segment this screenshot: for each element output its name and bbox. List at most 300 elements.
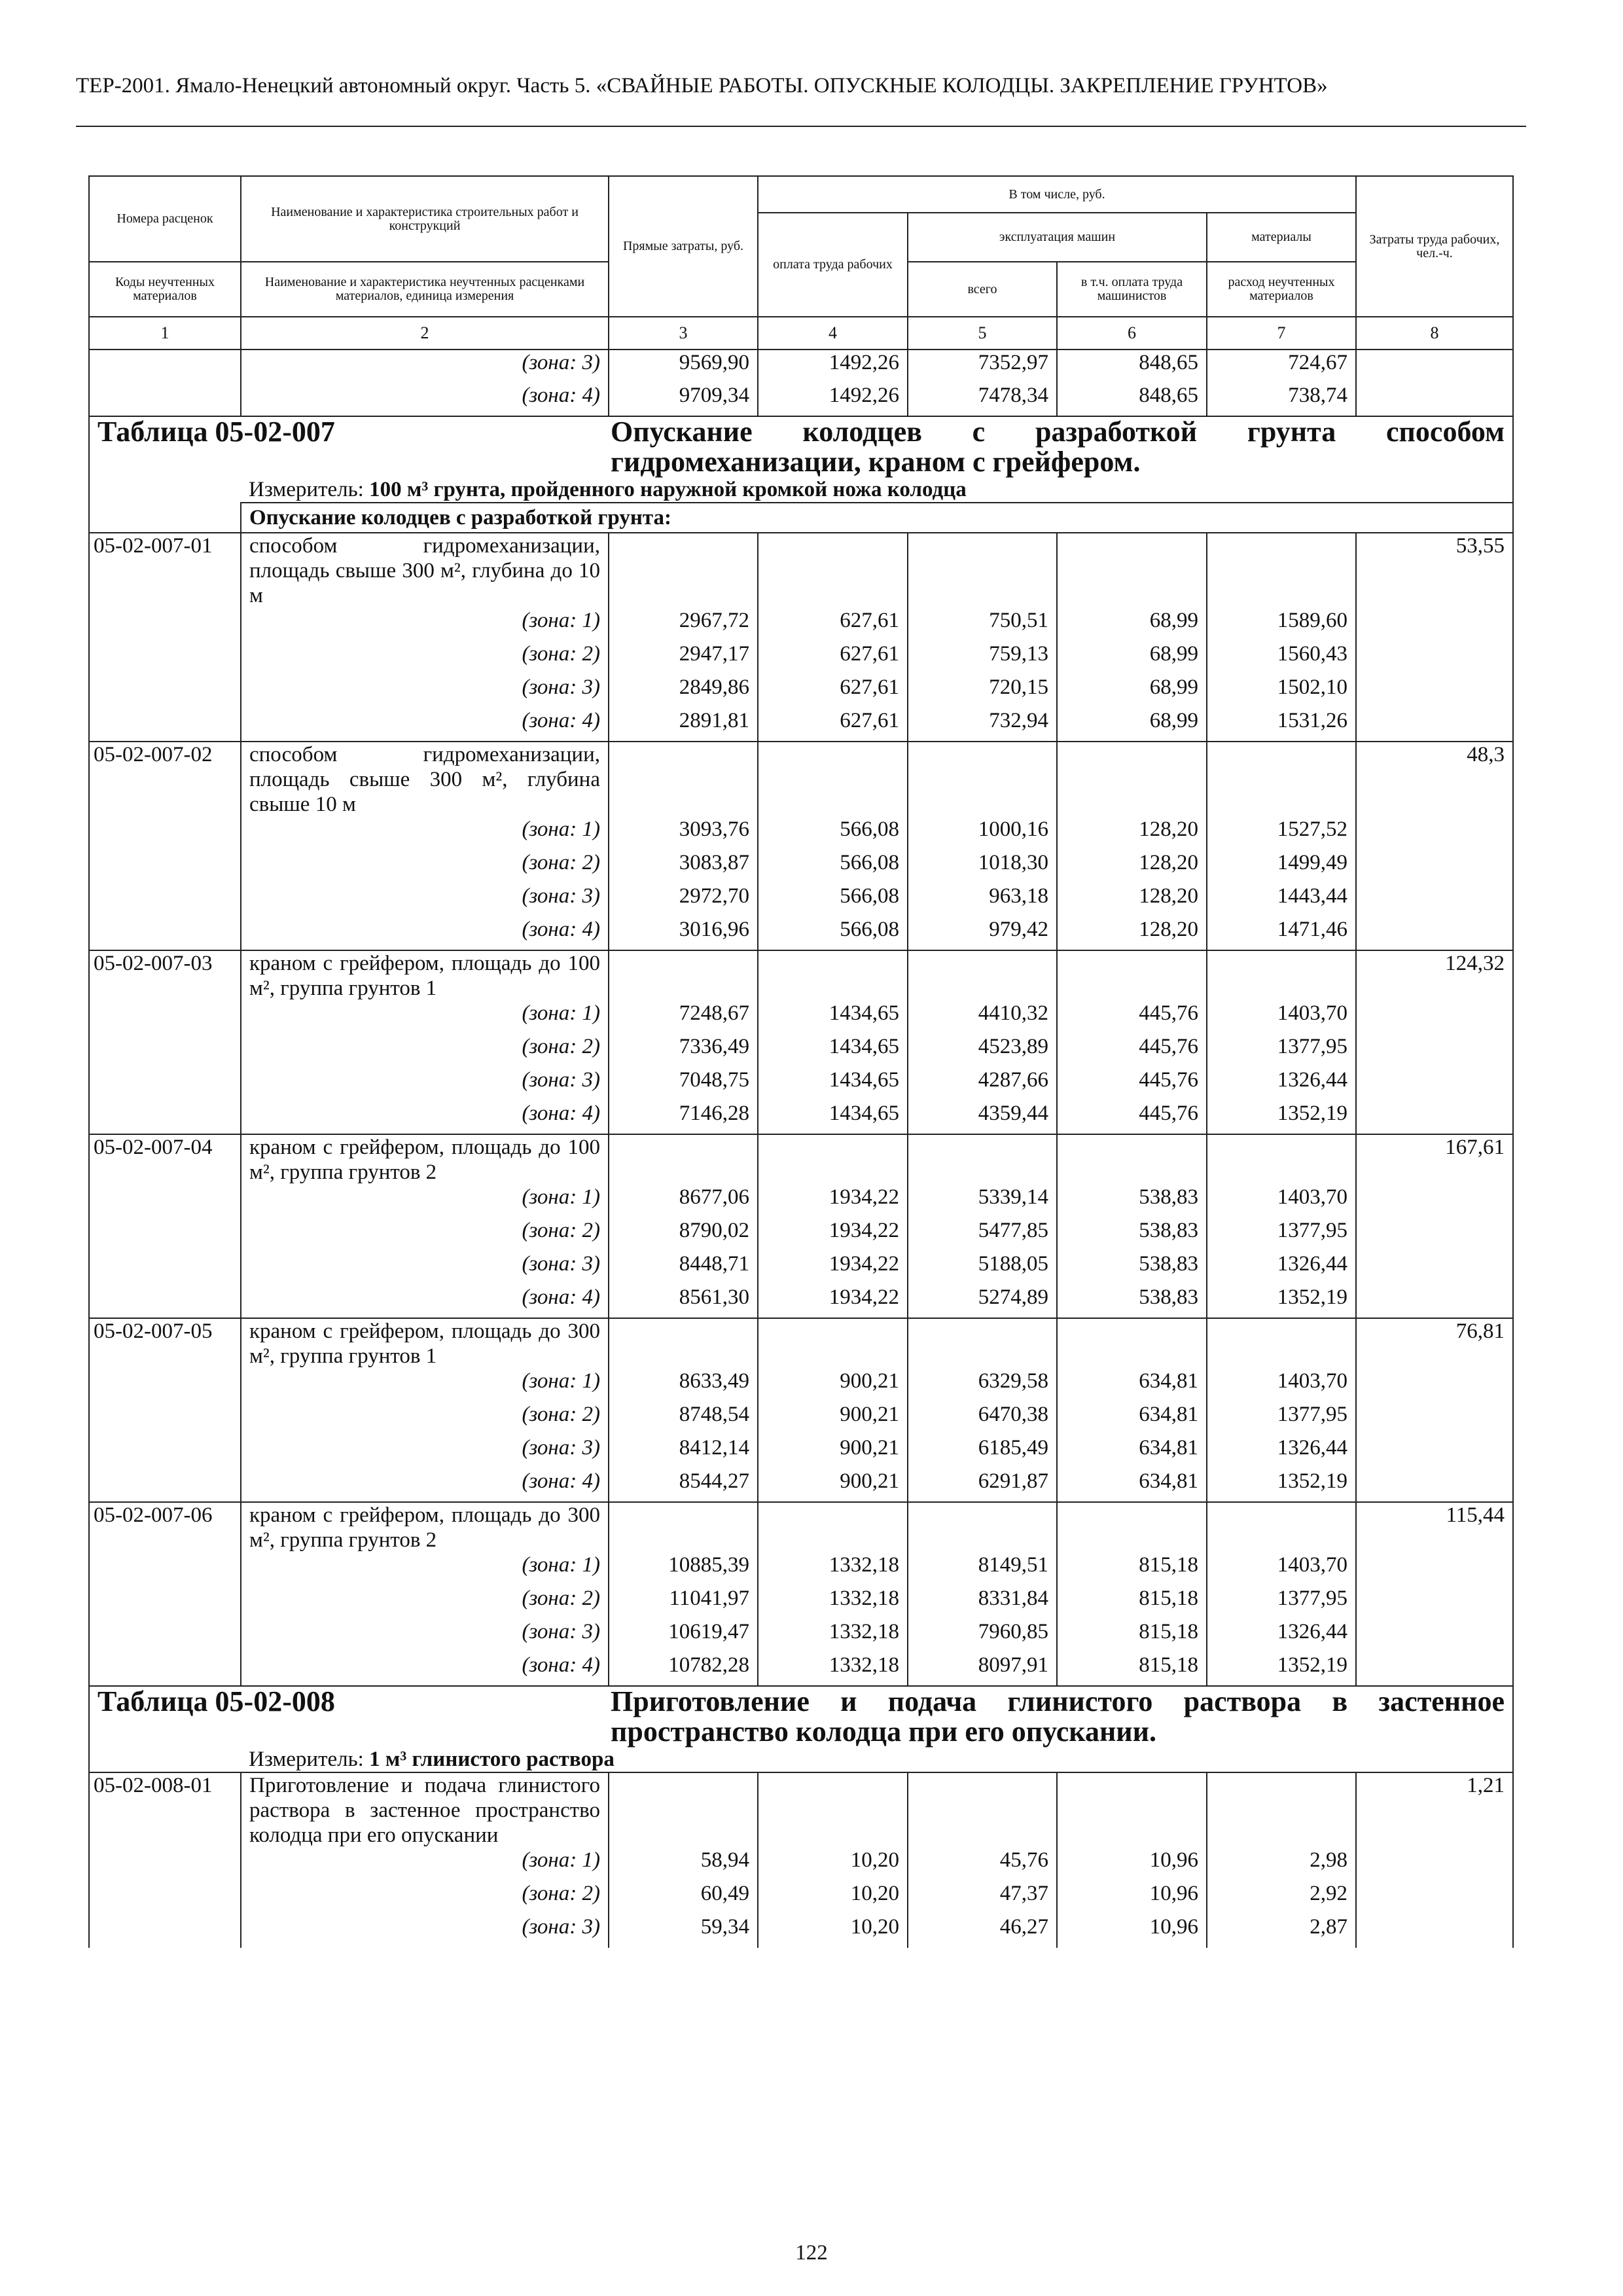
labor-cell-empty [1356,1914,1513,1948]
rate-row [89,1134,1513,1185]
labor-cell-empty [1356,917,1513,950]
column-number: 4 [758,317,908,350]
operator-pay-value: 848,65 [1057,350,1207,383]
worker-pay-value: 627,61 [758,641,908,675]
zone-label: (зона: 2) [241,1402,609,1435]
machines-total-value: 5188,05 [908,1251,1057,1285]
labor-cell-empty [1356,1586,1513,1619]
rate-description: краном с грейфером, площадь до 300 м², группа грунтов 2 [241,1502,609,1552]
zone-row [89,1251,1513,1285]
direct-costs-value: 8448,71 [609,1251,758,1285]
zone-label: (зона: 3) [241,884,609,917]
code-cell-empty [89,1402,241,1435]
worker-pay-value: 1332,18 [758,1619,908,1653]
labor-cell-empty [1356,1285,1513,1318]
empty-cell [1057,1318,1207,1369]
code-cell-empty [89,383,241,416]
header-machines: эксплуатация машин [908,213,1207,262]
measure-cell [241,1747,1513,1772]
measure-unit: 100 м³ грунта, пройденного наружной кромкой ножа колодца [369,478,967,501]
zone-row [89,1586,1513,1619]
zone-label: (зона: 4) [241,1285,609,1318]
zone-row [89,1881,1513,1914]
zone-label: (зона: 1) [241,1552,609,1586]
zone-label: (зона: 3) [241,1619,609,1653]
code-cell-empty [89,1185,241,1218]
zone-row [89,383,1513,416]
materials-value: 1403,70 [1207,1552,1356,1586]
worker-pay-value: 627,61 [758,608,908,641]
labor-value: 53,55 [1356,533,1513,608]
worker-pay-value: 627,61 [758,675,908,708]
header-name-bottom: Наименование и характеристика неучтенных расценками материалов, единица измерения [241,262,609,317]
zone-label: (зона: 2) [241,641,609,675]
direct-costs-value: 11041,97 [609,1586,758,1619]
zone-row [89,1369,1513,1402]
code-cell-empty [89,1586,241,1619]
empty-cell [758,742,908,817]
worker-pay-value: 566,08 [758,817,908,850]
measure-cell [241,477,1513,503]
materials-value: 1377,95 [1207,1586,1356,1619]
zone-row [89,675,1513,708]
empty-cell [609,533,758,608]
code-cell-empty [89,708,241,742]
labor-cell-empty [1356,1552,1513,1586]
rate-code: 05-02-007-02 [89,742,241,817]
header-rule [76,126,1526,127]
operator-pay-value: 10,96 [1057,1848,1207,1881]
table-title-row [89,1686,1513,1747]
operator-pay-value: 634,81 [1057,1469,1207,1502]
machines-total-value: 720,15 [908,675,1057,708]
machines-total-value: 46,27 [908,1914,1057,1948]
zone-row [89,1218,1513,1251]
direct-costs-value: 2947,17 [609,641,758,675]
zone-label: (зона: 4) [241,917,609,950]
zone-label: (зона: 2) [241,1881,609,1914]
worker-pay-value: 10,20 [758,1914,908,1948]
subheader-row [89,503,1513,533]
table-title-cell [89,416,1513,477]
rate-row [89,1772,1513,1848]
zone-row [89,708,1513,742]
operator-pay-value: 128,20 [1057,884,1207,917]
machines-total-value: 759,13 [908,641,1057,675]
zone-row [89,1848,1513,1881]
materials-value: 1352,19 [1207,1469,1356,1502]
empty-cell [1057,1502,1207,1552]
machines-total-value: 4359,44 [908,1101,1057,1134]
zone-row [89,1653,1513,1686]
zone-label: (зона: 4) [241,1653,609,1686]
direct-costs-value: 60,49 [609,1881,758,1914]
zone-row [89,641,1513,675]
code-cell-empty [89,641,241,675]
materials-value: 1499,49 [1207,850,1356,884]
operator-pay-value: 538,83 [1057,1251,1207,1285]
worker-pay-value: 10,20 [758,1848,908,1881]
rate-code: 05-02-007-05 [89,1318,241,1369]
code-cell-empty [89,1101,241,1134]
measure-row [89,477,1513,503]
subheader-text: Опускание колодцев с разработкой грунта: [249,506,671,529]
code-cell-empty [89,1369,241,1402]
empty-cell [609,950,758,1001]
empty-cell [908,1502,1057,1552]
worker-pay-value: 900,21 [758,1369,908,1402]
operator-pay-value: 68,99 [1057,608,1207,641]
operator-pay-value: 10,96 [1057,1914,1207,1948]
header-including: В том числе, руб. [758,176,1356,213]
machines-total-value: 6329,58 [908,1369,1057,1402]
operator-pay-value: 68,99 [1057,641,1207,675]
materials-value: 1560,43 [1207,641,1356,675]
code-cell-empty [89,608,241,641]
worker-pay-value: 1934,22 [758,1285,908,1318]
code-cell-empty [89,1251,241,1285]
zone-row [89,850,1513,884]
zone-label: (зона: 3) [241,1251,609,1285]
direct-costs-value: 7048,75 [609,1067,758,1101]
materials-value: 1527,52 [1207,817,1356,850]
table-name: Приготовление и подача глинистого раствора в застенное пространство колодца при его опускании. [611,1685,1505,1748]
empty-cell [1207,742,1356,817]
code-cell-empty [89,1848,241,1881]
direct-costs-value: 2967,72 [609,608,758,641]
worker-pay-value: 1934,22 [758,1185,908,1218]
empty-cell [1057,1134,1207,1185]
labor-cell-empty [1356,1881,1513,1914]
empty-cell [908,950,1057,1001]
materials-value: 1403,70 [1207,1369,1356,1402]
worker-pay-value: 1332,18 [758,1552,908,1586]
header-worker-pay: оплата труда рабочих [758,213,908,317]
labor-cell-empty [1356,1101,1513,1134]
direct-costs-value: 2972,70 [609,884,758,917]
rate-code: 05-02-007-01 [89,533,241,608]
direct-costs-value: 3016,96 [609,917,758,950]
zone-label: (зона: 3) [241,350,609,383]
table-header [89,176,1513,350]
column-number: 7 [1207,317,1356,350]
materials-value: 1326,44 [1207,1067,1356,1101]
page-header-title: ТЕР-2001. Ямало-Ненецкий автономный округ. Часть 5. «СВАЙНЫЕ РАБОТЫ. ОПУСКНЫЕ КОЛОДЦЫ. ЗАКРЕПЛЕНИЕ ГРУНТОВ» [76,74,1328,98]
labor-cell-empty [1356,1034,1513,1067]
zone-row [89,884,1513,917]
machines-total-value: 7960,85 [908,1619,1057,1653]
machines-total-value: 6185,49 [908,1435,1057,1469]
labor-cell-empty [1356,1402,1513,1435]
header-codes-bottom: Коды неучтенных материалов [89,262,241,317]
labor-cell-empty [1356,817,1513,850]
rate-row [89,742,1513,817]
zone-label: (зона: 4) [241,383,609,416]
empty-cell [1207,1134,1356,1185]
zone-label: (зона: 2) [241,850,609,884]
operator-pay-value: 634,81 [1057,1369,1207,1402]
table-number: Таблица 05-02-007 [98,416,335,448]
operator-pay-value: 634,81 [1057,1402,1207,1435]
operator-pay-value: 445,76 [1057,1101,1207,1134]
zone-row [89,1034,1513,1067]
worker-pay-value: 900,21 [758,1469,908,1502]
direct-costs-value: 59,34 [609,1914,758,1948]
measure-row [89,1747,1513,1772]
column-number: 5 [908,317,1057,350]
labor-cell-empty [1356,1435,1513,1469]
worker-pay-value: 1434,65 [758,1001,908,1034]
machines-total-value: 6291,87 [908,1469,1057,1502]
labor-value: 124,32 [1356,950,1513,1001]
machines-total-value: 4410,32 [908,1001,1057,1034]
direct-costs-value: 7248,67 [609,1001,758,1034]
rate-code: 05-02-007-03 [89,950,241,1001]
materials-value: 1377,95 [1207,1034,1356,1067]
table-title-cell [89,1686,1513,1747]
code-cell-empty [89,1218,241,1251]
zone-label: (зона: 2) [241,1034,609,1067]
labor-value: 76,81 [1356,1318,1513,1369]
operator-pay-value: 634,81 [1057,1435,1207,1469]
code-cell-empty [89,1435,241,1469]
zone-label: (зона: 2) [241,1586,609,1619]
direct-costs-value: 9569,90 [609,350,758,383]
rate-code: 05-02-008-01 [89,1772,241,1848]
direct-costs-value: 9709,34 [609,383,758,416]
zone-row [89,1067,1513,1101]
code-cell-empty [89,1914,241,1948]
subheader-cell [241,503,1513,533]
labor-cell-empty [1356,1369,1513,1402]
direct-costs-value: 58,94 [609,1848,758,1881]
zone-row [89,1001,1513,1034]
zone-row [89,1552,1513,1586]
zone-row [89,1285,1513,1318]
code-cell-empty [89,1653,241,1686]
code-cell-empty [89,1285,241,1318]
empty-cell [758,1502,908,1552]
rate-row [89,950,1513,1001]
empty-cell [1207,1318,1356,1369]
materials-value: 1326,44 [1207,1251,1356,1285]
column-number: 3 [609,317,758,350]
table-number: Таблица 05-02-008 [98,1685,335,1717]
zone-row [89,1469,1513,1502]
machines-total-value: 8097,91 [908,1653,1057,1686]
operator-pay-value: 445,76 [1057,1001,1207,1034]
empty-cell [609,742,758,817]
machines-total-value: 4523,89 [908,1034,1057,1067]
worker-pay-value: 1434,65 [758,1067,908,1101]
code-cell-empty [89,1552,241,1586]
table-name: Опускание колодцев с разработкой грунта способом гидромеханизации, краном с грейфером. [611,416,1505,478]
empty-cell [1057,533,1207,608]
materials-value: 1352,19 [1207,1653,1356,1686]
direct-costs-value: 10782,28 [609,1653,758,1686]
empty-cell [758,1318,908,1369]
rate-code: 05-02-007-06 [89,1502,241,1552]
direct-costs-value: 8561,30 [609,1285,758,1318]
zone-label: (зона: 1) [241,1001,609,1034]
rate-description: способом гидромеханизации, площадь свыше 300 м², глубина свыше 10 м [241,742,609,817]
materials-value: 1352,19 [1207,1285,1356,1318]
direct-costs-value: 8544,27 [609,1469,758,1502]
zone-label: (зона: 4) [241,708,609,742]
empty-cell [1207,1772,1356,1848]
rate-description: краном с грейфером, площадь до 300 м², группа грунтов 1 [241,1318,609,1369]
empty-cell [908,1318,1057,1369]
zone-row [89,1185,1513,1218]
code-cell-empty [89,1001,241,1034]
zone-row [89,350,1513,383]
empty-cell [908,1772,1057,1848]
empty-cell [908,1134,1057,1185]
header-name-top: Наименование и характеристика строительных работ и конструкций [241,176,609,262]
header-materials: материалы [1207,213,1356,262]
worker-pay-value: 627,61 [758,708,908,742]
materials-value: 1377,95 [1207,1402,1356,1435]
zone-label: (зона: 3) [241,675,609,708]
zone-label: (зона: 2) [241,1218,609,1251]
labor-value: 1,21 [1356,1772,1513,1848]
labor-cell-empty [1356,1848,1513,1881]
direct-costs-value: 8748,54 [609,1402,758,1435]
zone-row [89,1619,1513,1653]
machines-total-value: 1000,16 [908,817,1057,850]
machines-total-value: 5274,89 [908,1285,1057,1318]
operator-pay-value: 10,96 [1057,1881,1207,1914]
labor-cell-empty [1356,1001,1513,1034]
measure-label: Измеритель: [249,478,370,501]
machines-total-value: 6470,38 [908,1402,1057,1435]
worker-pay-value: 1934,22 [758,1251,908,1285]
materials-value: 1326,44 [1207,1435,1356,1469]
machines-total-value: 47,37 [908,1881,1057,1914]
labor-value: 167,61 [1356,1134,1513,1185]
rates-table [88,175,1514,1948]
materials-value: 1352,19 [1207,1101,1356,1134]
header-unaccounted-materials: расход неучтенных материалов [1207,262,1356,317]
operator-pay-value: 538,83 [1057,1218,1207,1251]
machines-total-value: 5339,14 [908,1185,1057,1218]
empty-cell [758,533,908,608]
empty-cell [758,1134,908,1185]
rate-description: краном с грейфером, площадь до 100 м², группа грунтов 2 [241,1134,609,1185]
labor-cell-empty [1356,1653,1513,1686]
worker-pay-value: 1934,22 [758,1218,908,1251]
empty-cell [1057,1772,1207,1848]
measure-spacer [89,477,241,503]
zone-label: (зона: 1) [241,817,609,850]
empty-cell [1207,1502,1356,1552]
zone-label: (зона: 4) [241,1101,609,1134]
materials-value: 1531,26 [1207,708,1356,742]
worker-pay-value: 10,20 [758,1881,908,1914]
column-number: 2 [241,317,609,350]
column-number: 6 [1057,317,1207,350]
code-cell-empty [89,1881,241,1914]
operator-pay-value: 815,18 [1057,1653,1207,1686]
machines-total-value: 750,51 [908,608,1057,641]
column-numbers-row [89,317,1513,350]
operator-pay-value: 68,99 [1057,708,1207,742]
worker-pay-value: 1492,26 [758,383,908,416]
direct-costs-value: 8412,14 [609,1435,758,1469]
operator-pay-value: 848,65 [1057,383,1207,416]
worker-pay-value: 1332,18 [758,1653,908,1686]
zone-label: (зона: 1) [241,1848,609,1881]
zone-row [89,1435,1513,1469]
zone-row [89,608,1513,641]
machines-total-value: 8331,84 [908,1586,1057,1619]
worker-pay-value: 566,08 [758,884,908,917]
subheader-spacer [89,503,241,533]
operator-pay-value: 68,99 [1057,675,1207,708]
zone-label: (зона: 3) [241,1435,609,1469]
zone-row [89,917,1513,950]
zone-label: (зона: 1) [241,1369,609,1402]
materials-value: 738,74 [1207,383,1356,416]
zone-row [89,1101,1513,1134]
empty-cell [609,1502,758,1552]
labor-value: 115,44 [1356,1502,1513,1552]
rate-description: способом гидромеханизации, площадь свыше 300 м², глубина до 10 м [241,533,609,608]
empty-cell [1057,950,1207,1001]
materials-value: 2,87 [1207,1914,1356,1948]
machines-total-value: 5477,85 [908,1218,1057,1251]
labor-cell-empty [1356,383,1513,416]
code-cell-empty [89,350,241,383]
materials-value: 2,98 [1207,1848,1356,1881]
machines-total-value: 45,76 [908,1848,1057,1881]
code-cell-empty [89,917,241,950]
materials-value: 1502,10 [1207,675,1356,708]
measure-spacer [89,1747,241,1772]
code-cell-empty [89,1469,241,1502]
labor-value: 48,3 [1356,742,1513,817]
empty-cell [609,1318,758,1369]
direct-costs-value: 2891,81 [609,708,758,742]
labor-cell-empty [1356,1619,1513,1653]
empty-cell [609,1772,758,1848]
machines-total-value: 7478,34 [908,383,1057,416]
direct-costs-value: 3093,76 [609,817,758,850]
labor-cell-empty [1356,1218,1513,1251]
materials-value: 1471,46 [1207,917,1356,950]
header-codes-top: Номера расценок [89,176,241,262]
worker-pay-value: 566,08 [758,850,908,884]
zone-label: (зона: 1) [241,608,609,641]
direct-costs-value: 7146,28 [609,1101,758,1134]
header-machines-total: всего [908,262,1057,317]
operator-pay-value: 815,18 [1057,1586,1207,1619]
labor-cell-empty [1356,675,1513,708]
empty-cell [758,950,908,1001]
direct-costs-value: 8790,02 [609,1218,758,1251]
empty-cell [908,533,1057,608]
operator-pay-value: 445,76 [1057,1067,1207,1101]
machines-total-value: 1018,30 [908,850,1057,884]
direct-costs-value: 3083,87 [609,850,758,884]
labor-cell-empty [1356,708,1513,742]
code-cell-empty [89,1067,241,1101]
operator-pay-value: 815,18 [1057,1619,1207,1653]
header-direct-costs: Прямые затраты, руб. [609,176,758,317]
materials-value: 1443,44 [1207,884,1356,917]
worker-pay-value: 1434,65 [758,1101,908,1134]
zone-label: (зона: 1) [241,1185,609,1218]
